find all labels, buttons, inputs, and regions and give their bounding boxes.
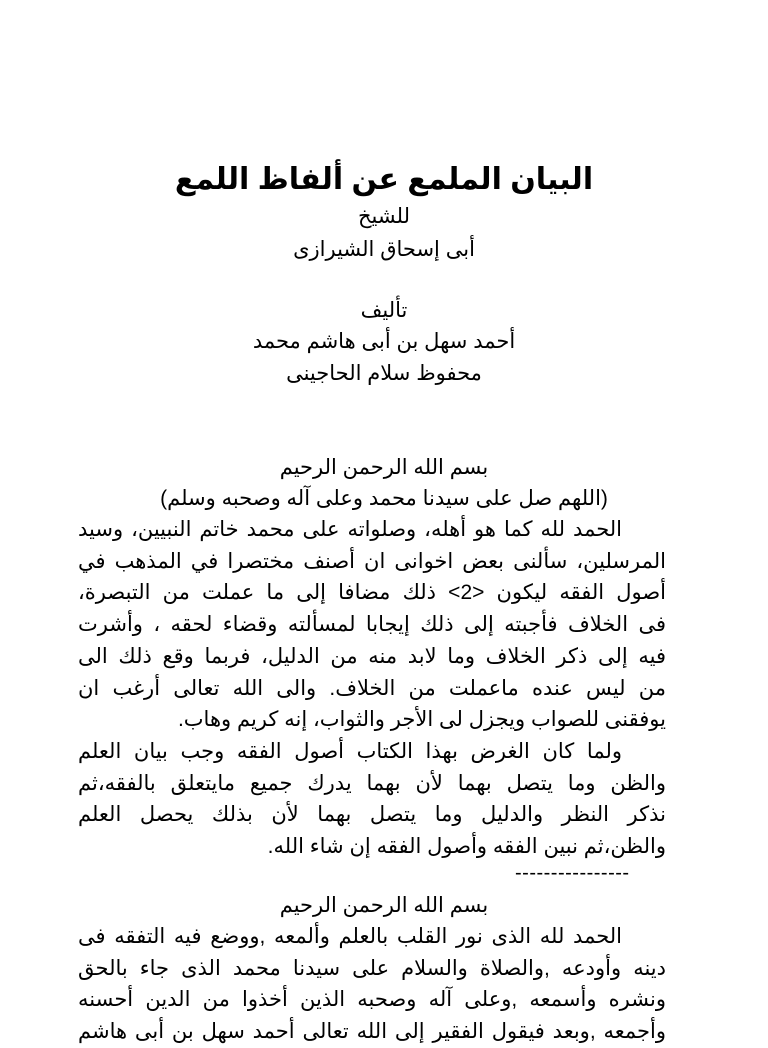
editor-name-1: أحمد سهل بن أبى هاشم محمد: [252, 330, 516, 353]
author-prefix: للشيخ: [358, 205, 410, 228]
editor-label: تأليف: [360, 299, 408, 322]
paragraph-preface: [78, 921, 666, 1048]
text-line: أصول الفقه ليكون <2> ذلك مضافا إلى ما عملت من التبصرة،: [78, 581, 666, 605]
paragraph-purpose: [78, 736, 666, 863]
prayer-line: (اللهم صل على سيدنا محمد وعلى آله وصحبه وسلم): [160, 487, 608, 510]
author-name: أبى إسحاق الشيرازى: [293, 238, 475, 261]
text-line: والظن وما يتصل بهما لأن بهما يدرك جميع مايتعلق بالفقه،ثم: [78, 771, 666, 795]
paragraph-intro: [78, 514, 666, 736]
text-line: وأجمعه ,وبعد فيقول الفقير إلى الله تعالى أحمد سهل بن أبى هاشم: [78, 1020, 666, 1044]
text-line: ولما كان الغرض بهذا الكتاب أصول الفقه وجب بيان العلم: [78, 740, 622, 763]
text-line: دينه وأودعه ,والصلاة والسلام على سيدنا محمد الذى جاء بالحق: [78, 956, 666, 980]
text-line: فيه إلى ذكر الخلاف وما لابد منه من الدليل، فربما وقع ذلك الى: [78, 644, 666, 668]
basmala-heading-2: بسم الله الرحمن الرحيم: [279, 894, 489, 917]
text-line: الحمد لله كما هو أهله، وصلواته على محمد خاتم النبيين، وسيد: [78, 518, 622, 541]
text-line: ونشره وأسمعه ,وعلى آله وصحبه الذين أخذوا من الدين أحسنه: [78, 988, 666, 1012]
text-line: من ليس عنده ماعملت من الخلاف. والى الله تعالى أرغب ان: [78, 676, 666, 700]
editor-name-2: محفوظ سلام الحاجينى: [286, 362, 482, 385]
book-title: البيان الملمع عن ألفاظ اللمع: [174, 163, 594, 196]
text-line: والظن،ثم نبين الفقه وأصول الفقه إن شاء الله.: [267, 835, 666, 859]
text-line: نذكر النظر والدليل وما يتصل بهما لأن بذلك يحصل العلم: [78, 803, 666, 827]
section-divider: ----------------: [515, 862, 630, 884]
basmala-heading: بسم الله الرحمن الرحيم: [279, 456, 489, 479]
text-line: الحمد لله الذى نور القلب بالعلم وألمعه ,ووضع فيه التفقه فى: [78, 925, 622, 948]
text-line: المرسلين، سألنى بعض اخوانى ان أصنف مختصرا في المذهب في: [78, 549, 666, 573]
text-line: فى الخلاف فأجبته إلى ذلك إيجابا لمسألته وقضاء لحقه ، وأشرت: [78, 613, 666, 637]
text-line: يوفقنى للصواب ويجزل لى الأجر والثواب، إنه كريم وهاب.: [177, 708, 666, 732]
